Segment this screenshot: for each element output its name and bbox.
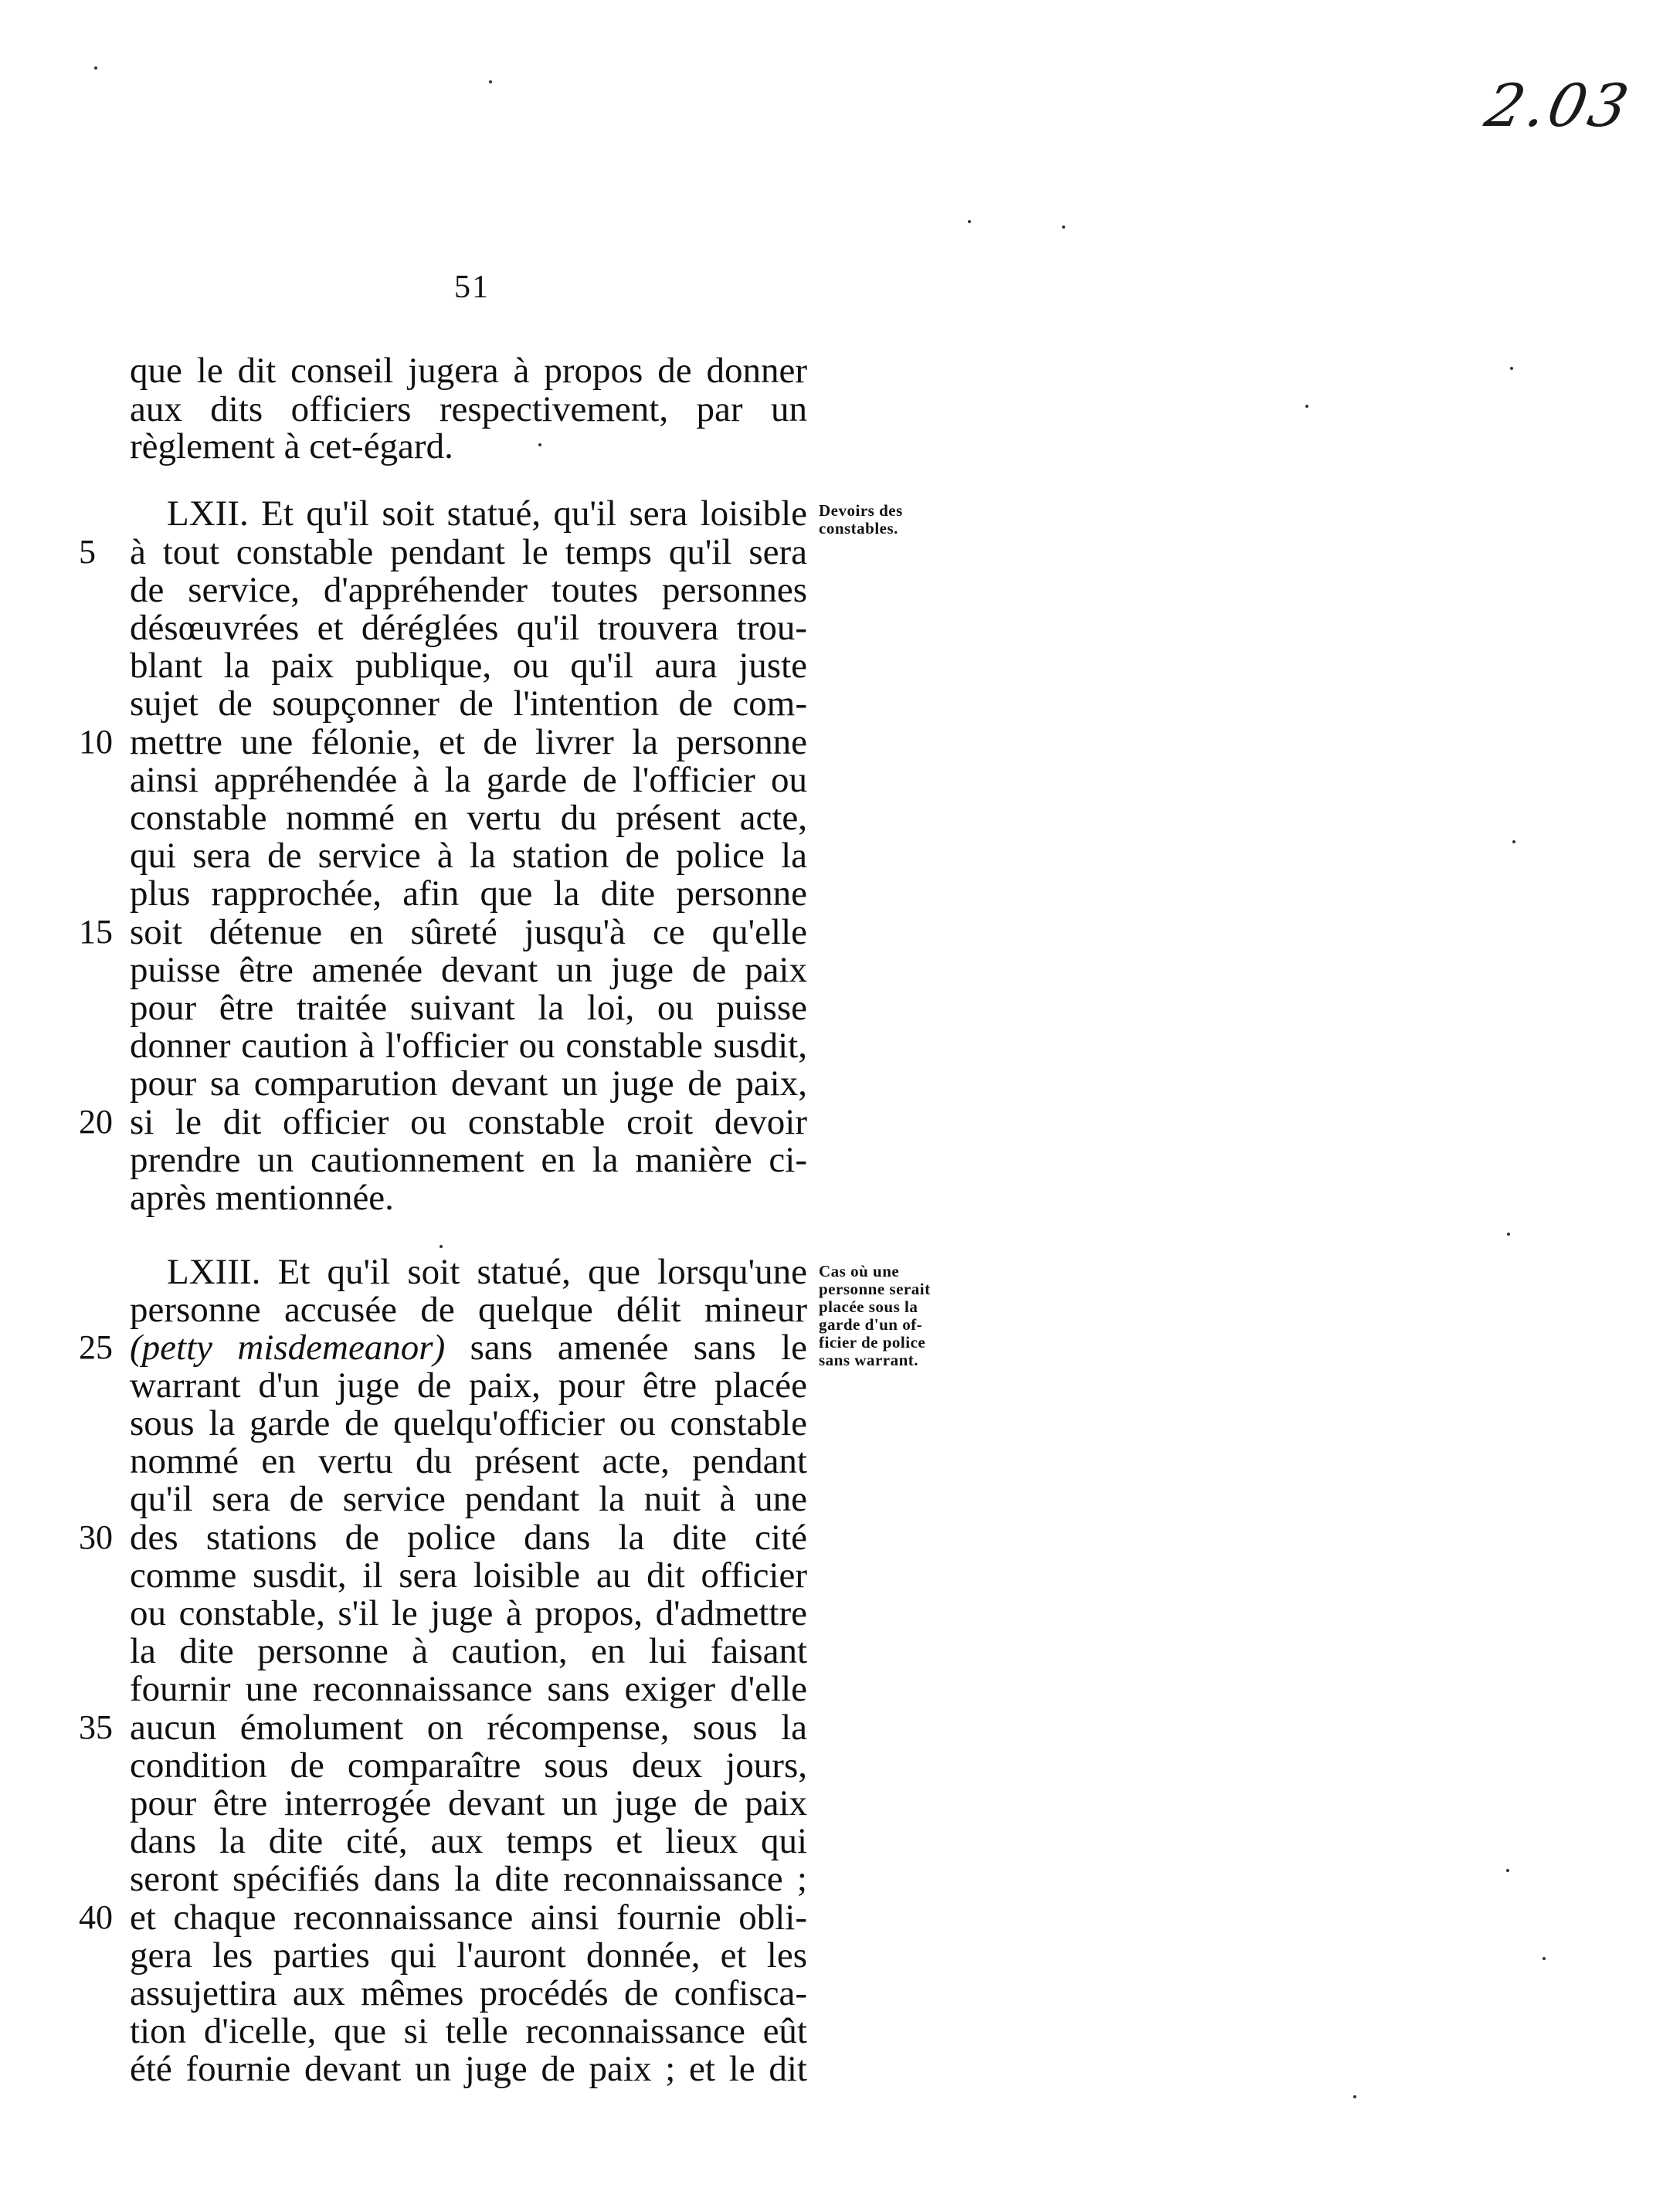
- scan-speck: [440, 1245, 443, 1248]
- scan-speck: [94, 66, 97, 70]
- margin-note-line: sans warrant.: [819, 1351, 919, 1369]
- text-line: qu'il sera de service pendant la nuit à une: [130, 1479, 807, 1519]
- text-line: ou constable, s'il le juge à propos, d'admettre: [130, 1593, 807, 1633]
- text-line: la dite personne à caution, en lui faisant: [130, 1631, 807, 1671]
- text-line: fournir une reconnaissance sans exiger d'elle: [130, 1669, 807, 1709]
- handwritten-folio-number: 2.03: [1479, 71, 1638, 140]
- text-line: sujet de soupçonner de l'intention de com-: [130, 683, 807, 724]
- italic-term: (petty misdemeanor): [130, 1328, 446, 1368]
- text-line: sous la garde de quelqu'officier ou constable: [130, 1403, 807, 1443]
- text-line: qui sera de service à la station de police la: [130, 836, 807, 876]
- text-line: été fournie devant un juge de paix ; et le dit: [130, 2049, 807, 2089]
- text-line: aucun émolument on récompense, sous la: [130, 1708, 807, 1748]
- text-line: ainsi appréhendée à la garde de l'officier ou: [130, 760, 807, 800]
- text-line: [130, 1328, 807, 1367]
- text-line: à tout constable pendant le temps qu'il sera: [130, 532, 807, 572]
- scan-speck: [489, 80, 492, 83]
- section-heading-line: LXIII. Et qu'il soit statué, que lorsqu'une: [167, 1252, 807, 1292]
- margin-note-line: personne serait: [819, 1280, 931, 1298]
- scan-speck: [1512, 840, 1515, 843]
- line-number: 20: [79, 1103, 113, 1141]
- line-number: 25: [79, 1328, 113, 1366]
- text-line: assujettira aux mêmes procédés de confisca-: [130, 1973, 807, 2013]
- margin-note-line: constables.: [819, 519, 898, 538]
- text-line: plus rapprochée, afin que la dite personne: [130, 873, 807, 914]
- scan-speck: [1506, 1869, 1509, 1872]
- text-line: pour sa comparution devant un juge de paix,: [130, 1063, 807, 1104]
- text-line: tion d'icelle, que si telle reconnaissance eût: [130, 2011, 807, 2051]
- text-line: seront spécifiés dans la dite reconnaissance ;: [130, 1859, 807, 1899]
- text-line: constable nommé en vertu du présent acte,: [130, 798, 807, 838]
- text-line: mettre une félonie, et de livrer la personne: [130, 722, 807, 762]
- text-line: des stations de police dans la dite cité: [130, 1518, 807, 1558]
- text-line: gera les parties qui l'auront donnée, et les: [130, 1935, 807, 1976]
- margin-note-devoirs: [819, 502, 996, 538]
- line-number: 30: [79, 1518, 113, 1556]
- text-line: après mentionnée.: [130, 1178, 394, 1218]
- text-line: que le dit conseil jugera à propos de donner: [130, 351, 807, 391]
- line-number: 10: [79, 723, 113, 761]
- text-line: puisse être amenée devant un juge de paix: [130, 950, 807, 990]
- section-heading-line: LXII. Et qu'il soit statué, qu'il sera loisible: [167, 493, 807, 534]
- text-line: comme susdit, il sera loisible au dit officier: [130, 1555, 807, 1596]
- text-line: aux dits officiers respectivement, par un: [130, 389, 807, 429]
- margin-note-line: Devoirs des: [819, 501, 903, 520]
- line-number: 40: [79, 1898, 113, 1936]
- scan-speck: [1353, 2095, 1356, 2098]
- scan-speck: [1507, 1233, 1510, 1236]
- text-line: condition de comparaître sous deux jours,: [130, 1745, 807, 1786]
- text-line: soit détenue en sûreté jusqu'à ce qu'elle: [130, 912, 807, 952]
- margin-note-cas-ou: [819, 1263, 996, 1369]
- scan-speck: [1510, 367, 1513, 370]
- text-line: warrant d'un juge de paix, pour être placée: [130, 1365, 807, 1406]
- scan-speck: [1543, 1957, 1546, 1960]
- text-line: blant la paix publique, ou qu'il aura juste: [130, 646, 807, 686]
- text-line: personne accusée de quelque délit mineur: [130, 1290, 807, 1330]
- scan-speck: [1305, 405, 1308, 408]
- text-line: et chaque reconnaissance ainsi fournie obli-: [130, 1898, 807, 1938]
- scan-speck: [1062, 226, 1065, 229]
- text-line: pour être traitée suivant la loi, ou puisse: [130, 988, 807, 1028]
- text-line: dans la dite cité, aux temps et lieux qui: [130, 1821, 807, 1861]
- margin-note-line: Cas où une: [819, 1262, 900, 1280]
- text-line: nommé en vertu du présent acte, pendant: [130, 1441, 807, 1481]
- margin-note-line: placée sous la: [819, 1297, 918, 1316]
- margin-note-line: ficier de police: [819, 1333, 926, 1352]
- text-line: si le dit officier ou constable croit devoir: [130, 1102, 807, 1142]
- text-line: de service, d'appréhender toutes personnes: [130, 570, 807, 610]
- text-line: pour être interrogée devant un juge de paix: [130, 1783, 807, 1823]
- margin-note-line: garde d'un of-: [819, 1315, 923, 1334]
- line-number: 15: [79, 913, 113, 951]
- text-line: règlement à cet-égard.: [130, 426, 453, 466]
- page-number: 51: [454, 270, 490, 305]
- text-line: prendre un cautionnement en la manière ci-: [130, 1140, 807, 1180]
- line-number: 35: [79, 1708, 113, 1746]
- line-number: 5: [79, 533, 96, 571]
- text-line: désœuvrées et déréglées qu'il trouvera trou-: [130, 608, 807, 648]
- text-line: donner caution à l'officier ou constable susdit,: [130, 1026, 807, 1066]
- scan-speck: [968, 220, 971, 223]
- text-span: sans amenée sans le: [445, 1328, 807, 1368]
